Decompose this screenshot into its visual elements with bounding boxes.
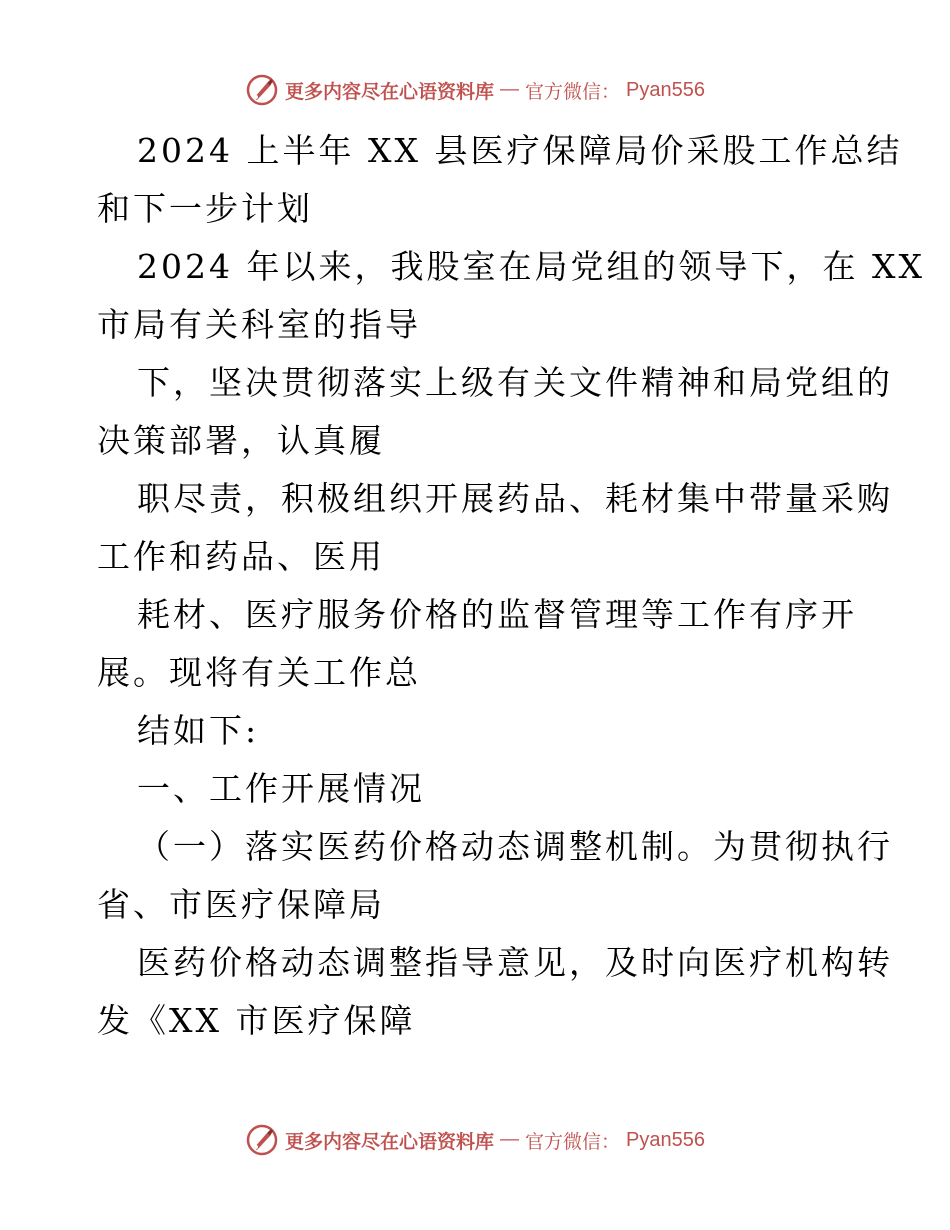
paragraph-line: 耗材、医疗服务价格的监督管理等工作有序开	[137, 595, 857, 634]
paragraph-line: 决策部署，认真履	[97, 421, 385, 460]
footer-watermark	[0, 1120, 950, 1160]
watermark-contact-id: Pyan556	[626, 1128, 705, 1151]
document-title-line-1: 2024 上半年 XX 县医疗保障局价采股工作总结	[137, 131, 903, 170]
pen-logo-icon	[245, 73, 279, 107]
header-watermark	[0, 70, 950, 110]
paragraph-line: 职尽责，积极组织开展药品、耗材集中带量采购	[137, 479, 893, 518]
paragraph-line: 省、市医疗保障局	[97, 885, 385, 924]
watermark-dash: —	[500, 1129, 520, 1150]
document-title-line-2: 和下一步计划	[97, 189, 313, 228]
document-body	[97, 122, 925, 1050]
paragraph-line: 展。现将有关工作总	[97, 653, 421, 692]
paragraph-line: 市局有关科室的指导	[97, 305, 421, 344]
paragraph-line: 结如下:	[137, 711, 260, 750]
watermark-brand: 更多内容尽在心语资料库	[285, 1130, 495, 1153]
watermark-dash: —	[500, 79, 520, 100]
paragraph-line: 2024 年以来，我股室在局党组的领导下，在 XX	[137, 247, 925, 286]
paragraph-line: 医药价格动态调整指导意见，及时向医疗机构转	[137, 943, 893, 982]
section-heading: 一、工作开展情况	[137, 769, 425, 808]
pen-logo-icon	[245, 1123, 279, 1157]
subsection-heading-line: （一）落实医药价格动态调整机制。为贯彻执行	[137, 827, 893, 866]
paragraph-line: 工作和药品、医用	[97, 537, 385, 576]
watermark-brand: 更多内容尽在心语资料库	[285, 80, 495, 103]
paragraph-line: 发《XX 市医疗保障	[97, 1001, 416, 1040]
watermark-contact-label: 官方微信：	[525, 80, 621, 103]
watermark-contact-label: 官方微信：	[525, 1130, 621, 1153]
paragraph-line: 下，坚决贯彻落实上级有关文件精神和局党组的	[137, 363, 893, 402]
watermark-contact-id: Pyan556	[626, 78, 705, 101]
